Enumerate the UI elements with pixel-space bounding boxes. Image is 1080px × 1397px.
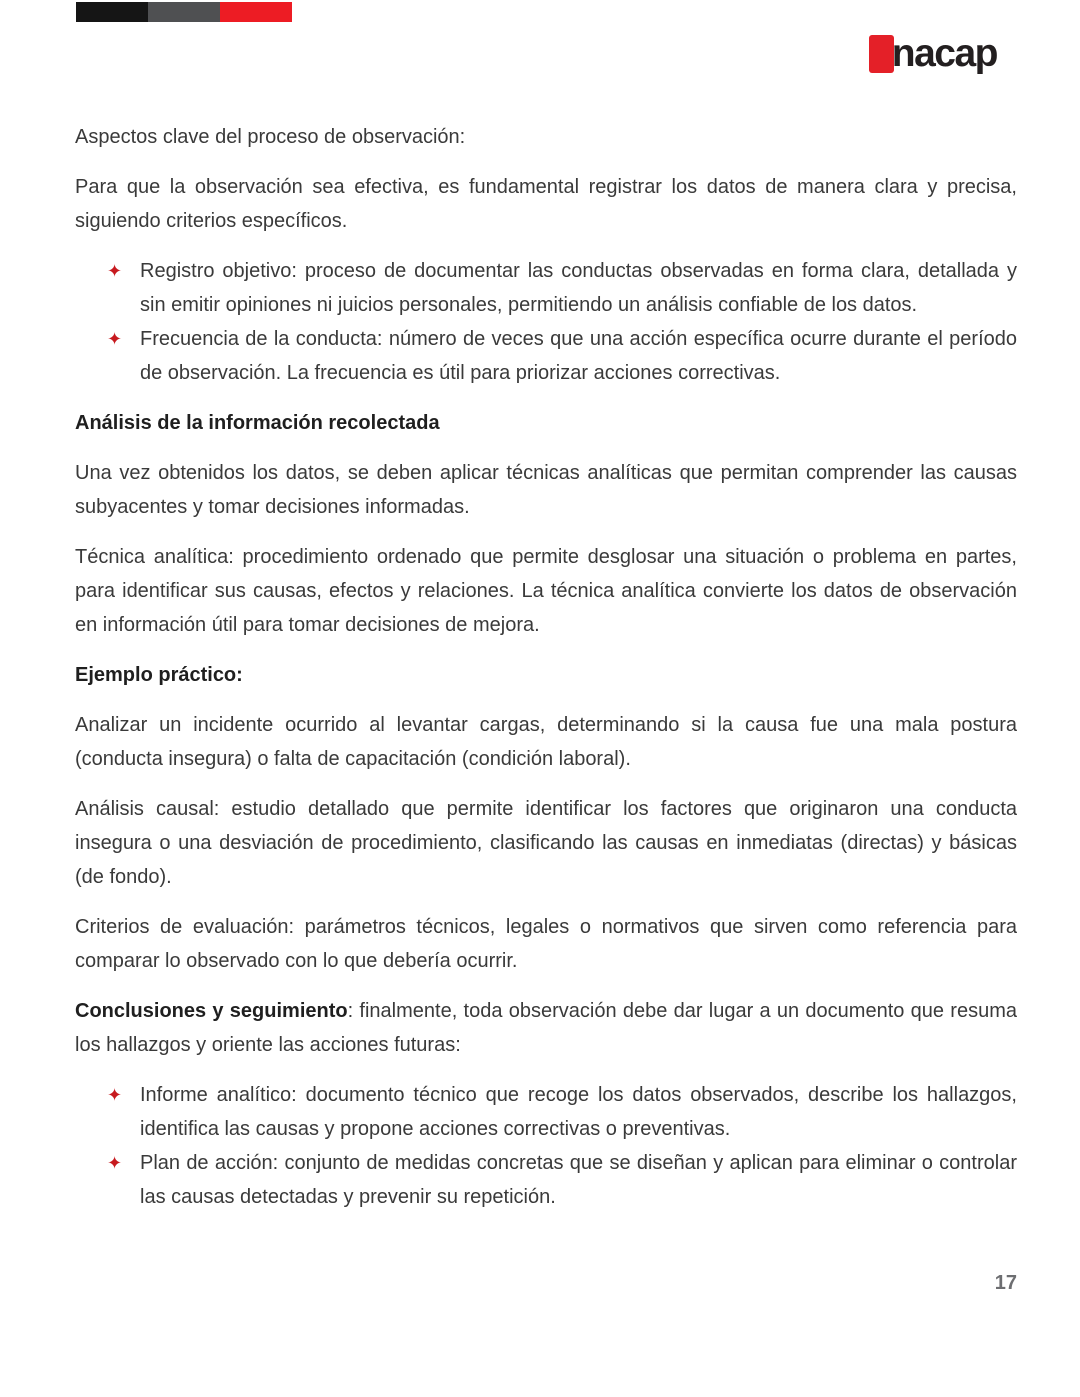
bar-segment-red	[220, 2, 292, 22]
four-pointed-star-icon: ✦	[107, 329, 123, 349]
bullet-list-informe	[75, 1078, 1017, 1214]
four-pointed-star-icon: ✦	[107, 1085, 123, 1105]
list-item-frecuencia	[75, 322, 1017, 390]
section-heading-analisis: Análisis de la información recolectada	[75, 412, 440, 434]
list-item-text: Informe analítico: documento técnico que recoge los datos observados, describe los hallazgos, identifica las causas y propone acciones correctivas o preventivas.	[140, 1084, 1017, 1140]
page-number: 17	[994, 1272, 1017, 1294]
paragraph-una-vez: Una vez obtenidos los datos, se deben aplicar técnicas analíticas que permitan comprender las causas subyacentes y tomar decisiones informadas.	[75, 462, 1017, 518]
four-pointed-star-icon: ✦	[107, 261, 123, 281]
header-color-bar	[76, 2, 292, 22]
list-item-plan-de-accion	[75, 1146, 1017, 1214]
list-item-informe-analitico	[75, 1078, 1017, 1146]
bar-segment-black	[76, 2, 148, 22]
paragraph-tecnica-analitica: Técnica analítica: procedimiento ordenado que permite desglosar una situación o problema en partes, para identificar sus causas, efectos y relaciones. La técnica analítica convierte los datos de observación en información útil para tomar decisiones de mejora.	[75, 546, 1017, 636]
paragraph-criterios: Criterios de evaluación: parámetros técnicos, legales o normativos que sirven como referencia para comparar lo observado con lo que debería ocurrir.	[75, 916, 1017, 972]
paragraph-analizar-incidente: Analizar un incidente ocurrido al levantar cargas, determinando si la causa fue una mala postura (conducta insegura) o falta de capacitación (condición laboral).	[75, 714, 1017, 770]
paragraph-aspectos-title: Aspectos clave del proceso de observación:	[75, 126, 466, 148]
section-heading-ejemplo: Ejemplo práctico:	[75, 664, 243, 686]
list-item-text: Plan de acción: conjunto de medidas concretas que se diseñan y aplican para eliminar o controlar las causas detectadas y prevenir su repetición.	[140, 1152, 1017, 1208]
inacap-logo	[869, 32, 997, 75]
list-item-text: Frecuencia de la conducta: número de veces que una acción específica ocurre durante el período de observación. La frecuencia es útil para priorizar acciones correctivas.	[140, 328, 1017, 384]
list-item-text: Registro objetivo: proceso de documentar las conductas observadas en forma clara, detallada y sin emitir opiniones ni juicios personales, permitiendo un análisis confiable de los datos.	[140, 260, 1017, 316]
list-item-registro-objetivo	[75, 254, 1017, 322]
inacap-logo-text: nacap	[891, 32, 997, 75]
paragraph-para-que: Para que la observación sea efectiva, es fundamental registrar los datos de manera clara y precisa, siguiendo criterios específicos.	[75, 176, 1017, 232]
paragraph-analisis-causal: Análisis causal: estudio detallado que permite identificar los factores que originaron una conducta insegura o una desviación de procedimiento, clasificando las causas en inmediatas (directas) y básicas (de fondo).	[75, 798, 1017, 888]
bullet-list-registro	[75, 254, 1017, 390]
inacap-logo-mark-icon	[869, 35, 894, 73]
bar-segment-gray	[148, 2, 220, 22]
document-content	[75, 120, 1017, 1230]
four-pointed-star-icon: ✦	[107, 1153, 123, 1173]
bold-lead-conclusiones: Conclusiones y seguimiento	[75, 1000, 348, 1022]
paragraph-conclusiones	[75, 994, 1017, 1062]
paragraph-conclusiones-rest: : finalmente, toda observación debe dar lugar a un documento que resuma los hallazgos y oriente las acciones futuras:	[75, 1000, 1017, 1056]
